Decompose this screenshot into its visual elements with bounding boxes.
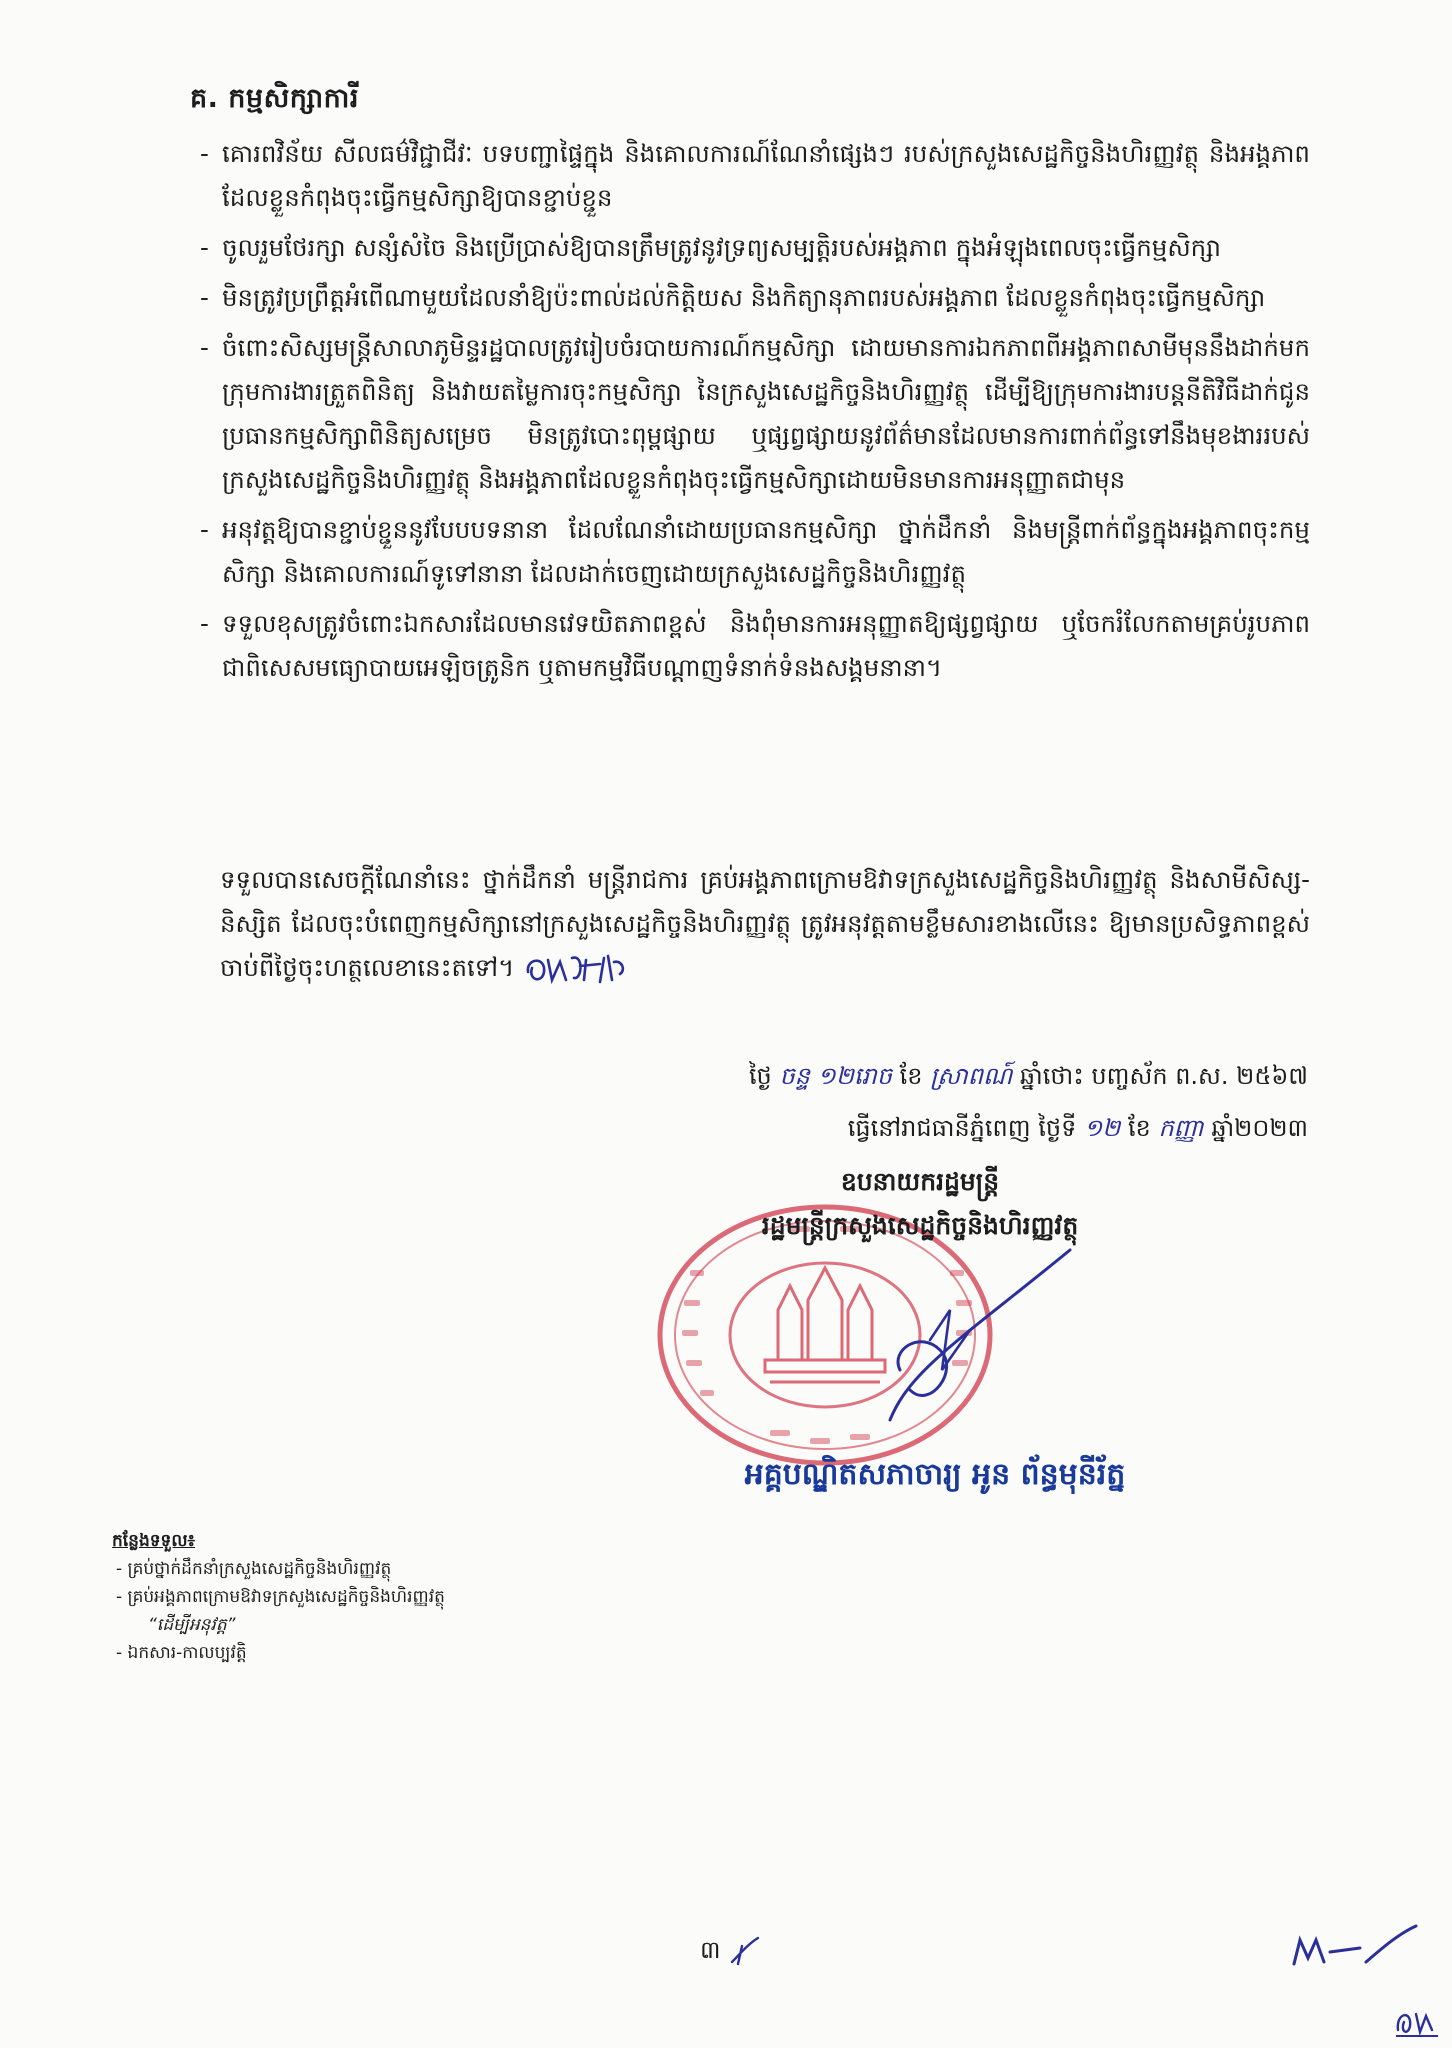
signatory-title-1: ឧបនាយករដ្ឋមន្ត្រី <box>840 1167 1000 1196</box>
margin-initials-icon <box>1290 1922 1420 1972</box>
handwritten-signature-icon <box>870 1220 1100 1440</box>
section-heading: គ. កម្មសិក្សាការី <box>190 83 359 114</box>
closing-text: ទទួលបានសេចក្ដីណែនាំនេះ ថ្នាក់ដឹកនាំ មន្ត្រីរាជការ គ្រប់អង្គភាពក្រោមឱវាទក្រសួងសេដ្ឋកិច្ចនិងហិរញ្ញវត្ថុ និងសាមីសិស្ស-និស្សិត ដែលចុះបំពេញកម្មសិក្សានៅក្រសួងសេដ្ឋកិច្ចនិងហិរញ្ញវត្ថុ ត្រូវអនុវត្តតាមខ្លឹមសារខាងលើនេះ ឱ្យមានប្រសិទ្ធភាពខ្ពស់ចាប់ពីថ្ងៃចុះហត្ថលេខានេះតទៅ។ <box>220 865 1310 982</box>
page-number: ៣ <box>700 1935 762 1970</box>
date-block <box>548 1050 1308 1154</box>
recipient-item: - គ្រប់អង្គភាពក្រោមឱវាទក្រសួងសេដ្ឋកិច្ចនិងហិរញ្ញវត្ថុ <box>116 1587 445 1607</box>
bullet-item: - គោរពវិន័យ សីលធម៌វិជ្ជាជីវៈ បទបញ្ជាផ្ទៃក្នុង និងគោលការណ៍ណែនាំផ្សេងៗ របស់ក្រសួងសេដ្ឋកិច្ចនិងហិរញ្ញវត្ថុ និងអង្គភាពដែលខ្លួនកំពុងចុះធ្វើកម្មសិក្សាឱ្យបានខ្ជាប់ខ្ជួន <box>200 132 1310 220</box>
lunar-month-handwritten: ស្រាពណ៍ <box>930 1062 1013 1090</box>
day-handwritten: ១២ <box>1083 1114 1121 1142</box>
month-handwritten: កញ្ញា <box>1158 1114 1204 1142</box>
recipient-note: “ដើម្បីអនុវត្ត” <box>148 1615 236 1635</box>
recipients-title: កន្លែងទទួល៖ <box>112 1531 196 1551</box>
signatory-title-2: រដ្ឋមន្ត្រីក្រសួងសេដ្ឋកិច្ចនិងហិរញ្ញវត្ថុ <box>761 1211 1079 1240</box>
corner-initials-icon <box>1392 2000 1442 2040</box>
bullet-item: - ទទួលខុសត្រូវចំពោះឯកសារដែលមានវេទយិតភាពខ្ពស់ និងពុំមានការអនុញ្ញាតឱ្យផ្សព្វផ្សាយ ឬចែករំលែកតាមគ្រប់រូបភាព ជាពិសេសមធ្យោបាយអេឡិចត្រូនិក ឬតាមកម្មវិធីបណ្ដាញទំនាក់ទំនងសង្គមនានា។ <box>200 602 1310 690</box>
bullet-list <box>200 132 1310 696</box>
lunar-day-handwritten: ចន្ទ ១២រោច <box>779 1062 892 1090</box>
bullet-item: - ចូលរួមថែរក្សា សន្សំសំចៃ និងប្រើប្រាស់ឱ្យបានត្រឹមត្រូវនូវទ្រព្យសម្បត្តិរបស់អង្គភាព ក្នុងអំឡុងពេលចុះធ្វើកម្មសិក្សា <box>200 226 1310 270</box>
place-date-line: ធ្វើនៅរាជធានីភ្នំពេញ ថ្ងៃទី ១២ ខែ កញ្ញា ឆ្នាំ២០២៣ <box>847 1114 1308 1142</box>
initials-signature-icon <box>522 950 632 988</box>
recipients-block <box>112 1527 632 1667</box>
bullet-item: - ចំពោះសិស្សមន្ត្រីសាលាភូមិន្ទរដ្ឋបាលត្រូវរៀបចំរបាយការណ៍កម្មសិក្សា ដោយមានការឯកភាពពីអង្គភាពសាមីមុននឹងដាក់មកក្រុមការងារត្រួតពិនិត្យ និងវាយតម្លៃការចុះកម្មសិក្សា នៃក្រសួងសេដ្ឋកិច្ចនិងហិរញ្ញវត្ថុ ដើម្បីឱ្យក្រុមការងារបន្តនីតិវិធីដាក់ជូនប្រធានកម្មសិក្សាពិនិត្យសម្រេច មិនត្រូវបោះពុម្ពផ្សាយ ឬផ្សព្វផ្សាយនូវព័ត៌មានដែលមានការពាក់ព័ន្ធទៅនឹងមុខងាររបស់ក្រសួងសេដ្ឋកិច្ចនិងហិរញ្ញវត្ថុ និងអង្គភាពដែលខ្លួនកំពុងចុះធ្វើកម្មសិក្សាដោយមិនមានការអនុញ្ញាតជាមុន <box>200 326 1310 502</box>
page-initial-icon <box>728 1936 762 1966</box>
recipient-item: - ឯកសារ-កាលប្បវត្តិ <box>116 1643 247 1663</box>
bullet-item: - មិនត្រូវប្រព្រឹត្តអំពើណាមួយដែលនាំឱ្យប៉ះពាល់ដល់កិត្តិយស និងកិត្យានុភាពរបស់អង្គភាព ដែលខ្លួនកំពុងចុះធ្វើកម្មសិក្សា <box>200 276 1310 320</box>
signatory-name: អគ្គបណ្ឌិតសភាចារ្យ អូន ព័ន្ធមុនីរ័ត្ន <box>744 1457 1126 1492</box>
recipient-item: - គ្រប់ថ្នាក់ដឹកនាំក្រសួងសេដ្ឋកិច្ចនិងហិរញ្ញវត្ថុ <box>116 1559 392 1579</box>
lunar-date-line: ថ្ងៃ ចន្ទ ១២រោច ខែ ស្រាពណ៍ ឆ្នាំថោះ បញ្ចស័ក ព.ស. ២៥៦៧ <box>748 1062 1308 1090</box>
closing-paragraph <box>220 858 1310 990</box>
bullet-item: - អនុវត្តឱ្យបានខ្ជាប់ខ្ជួននូវបែបបទនានា ដែលណែនាំដោយប្រធានកម្មសិក្សា ថ្នាក់ដឹកនាំ និងមន្ត្រីពាក់ព័ន្ធក្នុងអង្គភាពចុះកម្មសិក្សា និងគោលការណ៍ទូទៅនានា ដែលដាក់ចេញដោយក្រសួងសេដ្ឋកិច្ចនិងហិរញ្ញវត្ថុ <box>200 508 1310 596</box>
